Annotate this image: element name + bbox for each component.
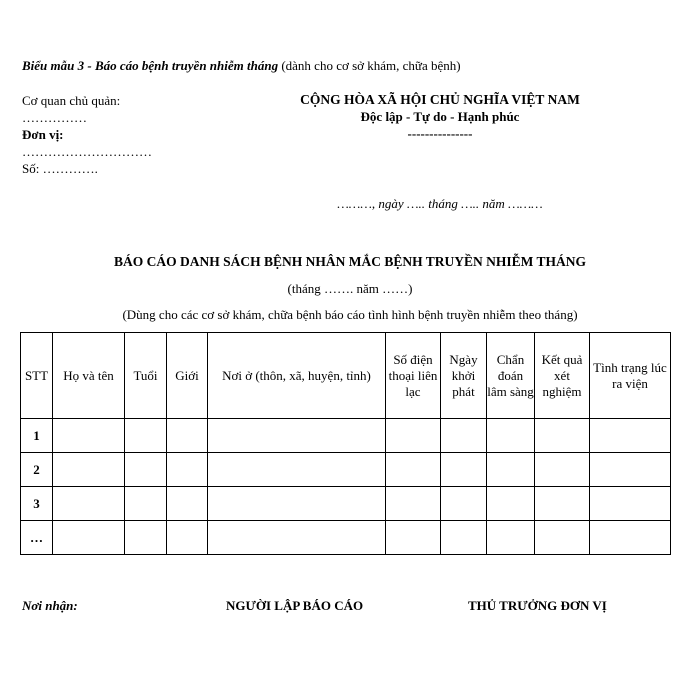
preparer-signature-label: NGƯỜI LẬP BÁO CÁO	[226, 598, 364, 613]
unit-label: Đơn vị:	[22, 127, 64, 142]
cell-onset-date[interactable]	[441, 453, 487, 487]
cell-clinical-diagnosis[interactable]	[487, 521, 535, 555]
cell-residence[interactable]	[208, 419, 386, 453]
cell-gender[interactable]	[167, 487, 208, 521]
header-clinical-diagnosis: Chẩn đoán lâm sàng	[487, 333, 535, 419]
motto-divider: ---------------	[407, 126, 473, 141]
report-period: (tháng ……. năm ……)	[287, 281, 413, 296]
header-discharge-status: Tình trạng lúc ra viện	[590, 333, 671, 419]
cell-clinical-diagnosis[interactable]	[487, 419, 535, 453]
nation-heading: CỘNG HÒA XÃ HỘI CHỦ NGHĨA VIỆT NAM	[300, 92, 580, 107]
cell-phone[interactable]	[386, 453, 441, 487]
form-label: Biểu mẫu 3 - Báo cáo bệnh truyền nhiễm tháng	[22, 58, 279, 73]
cell-discharge-status[interactable]	[590, 453, 671, 487]
cell-clinical-diagnosis[interactable]	[487, 487, 535, 521]
agency-placeholder: ……………	[22, 110, 87, 125]
table-row	[21, 487, 671, 521]
header-phone: Số điện thoại liên lạc	[386, 333, 441, 419]
cell-full-name[interactable]	[53, 521, 125, 555]
cell-age[interactable]	[125, 487, 167, 521]
header-gender: Giới	[167, 333, 208, 419]
cell-discharge-status[interactable]	[590, 487, 671, 521]
cell-phone[interactable]	[386, 419, 441, 453]
form-subtitle: (dành cho cơ sở khám, chữa bệnh)	[278, 58, 461, 73]
report-note: (Dùng cho các cơ sở khám, chữa bệnh báo cáo tình hình bệnh truyền nhiễm theo tháng)	[122, 307, 578, 322]
table-header-row	[21, 333, 671, 419]
header-onset-date: Ngày khởi phát	[441, 333, 487, 419]
cell-test-result[interactable]	[535, 487, 590, 521]
cell-age[interactable]	[125, 453, 167, 487]
header-stt: STT	[21, 333, 53, 419]
cell-residence[interactable]	[208, 453, 386, 487]
head-of-unit-signature-label: THỦ TRƯỞNG ĐƠN VỊ	[468, 598, 607, 613]
table-row	[21, 419, 671, 453]
unit-placeholder: …………………………	[22, 144, 152, 159]
cell-full-name[interactable]	[53, 487, 125, 521]
header-age: Tuổi	[125, 333, 167, 419]
cell-phone[interactable]	[386, 521, 441, 555]
cell-discharge-status[interactable]	[590, 521, 671, 555]
cell-phone[interactable]	[386, 487, 441, 521]
header-residence: Nơi ở (thôn, xã, huyện, tỉnh)	[208, 333, 386, 419]
cell-full-name[interactable]	[53, 419, 125, 453]
row-stt: 2	[21, 453, 53, 487]
header-test-result: Kết quả xét nghiệm	[535, 333, 590, 419]
cell-onset-date[interactable]	[441, 419, 487, 453]
table-row	[21, 521, 671, 555]
date-line: ………, ngày ….. tháng ….. năm ………	[337, 196, 543, 211]
cell-gender[interactable]	[167, 419, 208, 453]
cell-discharge-status[interactable]	[590, 419, 671, 453]
table-row	[21, 453, 671, 487]
agency-label: Cơ quan chủ quản:	[22, 93, 121, 108]
cell-clinical-diagnosis[interactable]	[487, 453, 535, 487]
header-full-name: Họ và tên	[53, 333, 125, 419]
document-number: Số: ………….	[22, 161, 98, 176]
cell-onset-date[interactable]	[441, 487, 487, 521]
row-stt: 3	[21, 487, 53, 521]
cell-full-name[interactable]	[53, 453, 125, 487]
report-title: BÁO CÁO DANH SÁCH BỆNH NHÂN MẮC BỆNH TRUYỀN NHIỄM THÁNG	[113, 254, 587, 269]
patient-report-table	[20, 332, 671, 555]
row-stt: 1	[21, 419, 53, 453]
recipient-label: Nơi nhận:	[22, 598, 78, 613]
cell-age[interactable]	[125, 419, 167, 453]
cell-age[interactable]	[125, 521, 167, 555]
cell-gender[interactable]	[167, 521, 208, 555]
cell-gender[interactable]	[167, 453, 208, 487]
cell-test-result[interactable]	[535, 521, 590, 555]
cell-test-result[interactable]	[535, 453, 590, 487]
cell-test-result[interactable]	[535, 419, 590, 453]
row-stt: …	[21, 521, 53, 555]
cell-residence[interactable]	[208, 521, 386, 555]
cell-residence[interactable]	[208, 487, 386, 521]
cell-onset-date[interactable]	[441, 521, 487, 555]
national-motto: Độc lập - Tự do - Hạnh phúc	[360, 109, 520, 124]
form-title	[22, 58, 461, 74]
